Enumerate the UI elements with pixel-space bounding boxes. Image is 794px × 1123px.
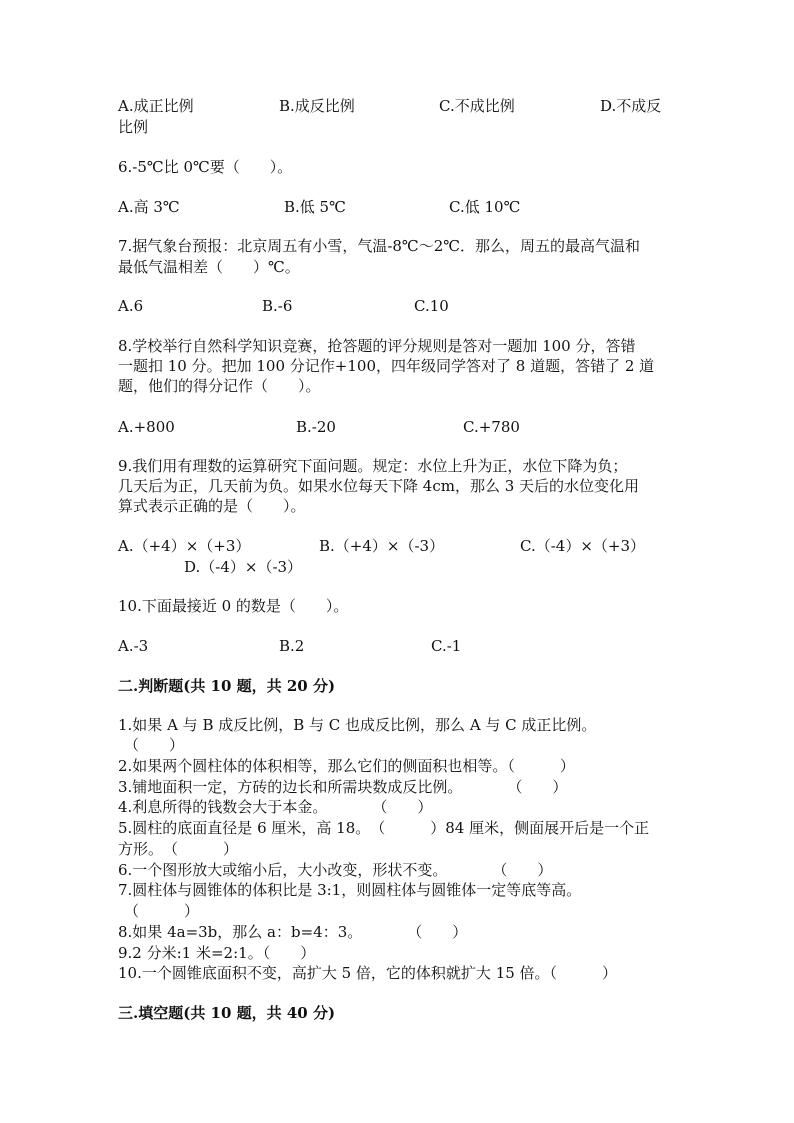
q10-option-a: A.-3 [118, 637, 149, 655]
q6-stem: 6.-5℃比 0℃要（ ）。 [118, 158, 293, 176]
q7-option-b: B.-6 [262, 297, 293, 315]
judge-line-7: 方形。 （ ） [118, 840, 239, 858]
q8-option-a: A.+800 [118, 418, 175, 436]
judge-line-6: 5.圆柱的底面直径是 6 厘米，高 18。 （ ）84 厘米，侧面展开后是一个正 [118, 819, 650, 837]
q5-option-c: C.不成比例 [439, 97, 515, 115]
q6-option-c: C.低 10℃ [449, 198, 521, 216]
q6-option-b: B.低 5℃ [284, 198, 346, 216]
judge-line-2: （ ） [124, 736, 185, 754]
judge-line-8: 6.一个图形放大或缩小后，大小改变，形状不变。 （ ） [118, 861, 553, 879]
q8-stem-line-1: 8.学校举行自然科学知识竞赛，抢答题的评分规则是答对一题加 100 分，答错 [118, 337, 636, 355]
judge-line-13: 10.一个圆锥底面积不变，高扩大 5 倍，它的体积就扩大 15 倍。（ ） [118, 964, 618, 982]
judge-line-9: 7.圆柱体与圆锥体的体积比是 3:1，则圆柱体与圆锥体一定等底等高。 [118, 881, 582, 899]
section3-heading: 三.填空题(共 10 题，共 40 分) [118, 1004, 336, 1022]
q8-option-c: C.+780 [463, 418, 520, 436]
q9-option-a: A.（+4）×（+3） [118, 537, 251, 555]
judge-line-10: （ ） [124, 902, 200, 920]
q7-option-c: C.10 [414, 297, 449, 315]
q10-option-b: B.2 [279, 637, 305, 655]
judge-line-5: 4.利息所得的钱数会大于本金。 （ ） [118, 798, 433, 816]
q9-stem-line-1: 9.我们用有理数的运算研究下面问题。规定：水位上升为正，水位下降为负； [118, 457, 628, 475]
q10-option-c: C.-1 [431, 637, 462, 655]
q7-option-a: A.6 [118, 297, 144, 315]
q9-stem-line-2: 几天后为正，几天前为负。如果水位每天下降 4cm，那么 3 天后的水位变化用 [118, 477, 640, 495]
q9-option-d: D.（-4）×（-3） [184, 558, 303, 576]
q7-stem-line-1: 7.据气象台预报：北京周五有小雪，气温-8℃～2℃．那么，周五的最高气温和 [118, 237, 641, 255]
judge-line-11: 8.如果 4a=3b，那么 a：b=4：3。 （ ） [118, 923, 468, 941]
q8-stem-line-2: 一题扣 10 分。把加 100 分记作+100，四年级同学答对了 8 道题，答错了 2 道 [118, 357, 655, 375]
judge-line-3: 2.如果两个圆柱体的体积相等，那么它们的侧面积也相等。（ ） [118, 757, 575, 775]
q5-option-a: A.成正比例 [118, 97, 194, 115]
q7-stem-line-2: 最低气温相差（ ）℃。 [118, 258, 300, 276]
judge-line-4: 3.铺地面积一定，方砖的边长和所需块数成反比例。 （ ） [118, 778, 568, 796]
q5-option-d-wrap: 比例 [118, 118, 149, 136]
q9-option-b: B.（+4）×（-3） [319, 537, 445, 555]
judge-line-1: 1.如果 A 与 B 成反比例，B 与 C 也成反比例，那么 A 与 C 成正比例。 [118, 716, 597, 734]
section2-heading: 二.判断题(共 10 题，共 20 分) [118, 677, 336, 695]
q9-stem-line-3: 算式表示正确的是（ ）。 [118, 497, 306, 515]
q6-option-a: A.高 3℃ [118, 198, 180, 216]
q8-stem-line-3: 题，他们的得分记作（ ）。 [118, 377, 321, 395]
q8-option-b: B.-20 [296, 418, 336, 436]
judge-line-12: 9.2 分米:1 米=2:1。（ ） [118, 944, 316, 962]
q5-option-b: B.成反比例 [279, 97, 355, 115]
q10-stem: 10.下面最接近 0 的数是（ ）。 [118, 597, 349, 615]
q5-option-d: D.不成反 [600, 97, 662, 115]
q9-option-c: C.（-4）×（+3） [520, 537, 646, 555]
